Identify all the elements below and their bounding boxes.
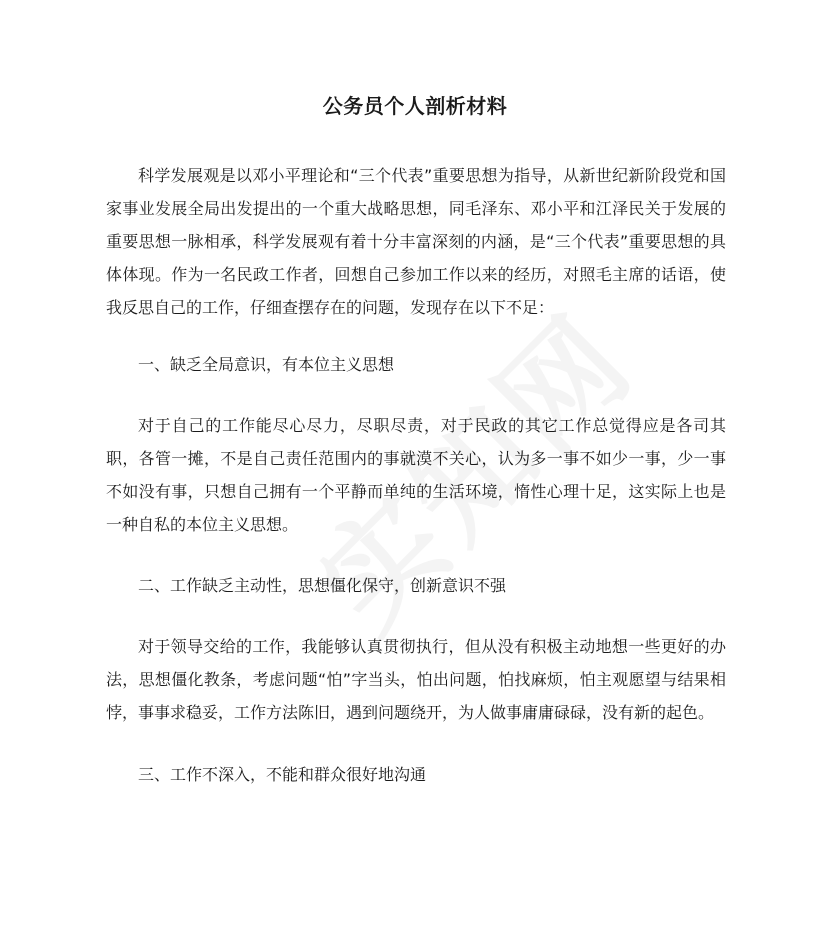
document-title: 公务员个人剖析材料 [322, 94, 508, 118]
section-heading-3 [106, 758, 726, 791]
section-heading-2 [106, 569, 726, 602]
paragraph-intro [106, 159, 726, 324]
paragraph-text: 对于自己的工作能尽心尽力，尽职尽责，对于民政的其它工作总觉得应是各司其职，各管一摊，不是自己责任范围内的事就漠不关心，认为多一事不如少一事，少一事不如没有事，只想自己拥有一个平静而单纯的生活环境，惰性心理十足，这实际上也是一种自私的本位主义思想。 [106, 416, 726, 534]
section-heading-text: 一、缺乏全局意识，有本位主义思想 [138, 355, 395, 374]
section-heading-1 [106, 348, 726, 381]
section-heading-text: 三、工作不深入，不能和群众很好地沟通 [138, 765, 427, 784]
paragraph-section-2 [106, 630, 726, 729]
paragraph-text: 科学发展观是以邓小平理论和“三个代表”重要思想为指导，从新世纪新阶段党和国家事业发展全局出发提出的一个重大战略思想，同毛泽东、邓小平和江泽民关于发展的重要思想一脉相承，科学发展观有着十分丰富深刻的内涵，是“三个代表”重要思想的具体体现。作为一名民政工作者，回想自己参加工作以来的经历，对照毛主席的话语，使我反思自己的工作，仔细查摆存在的问题，发现存在以下不足： [106, 166, 726, 317]
paragraph-text: 对于领导交给的工作，我能够认真贯彻执行，但从没有积极主动地想一些更好的办法，思想僵化教条，考虑问题“怕”字当头，怕出问题，怕找麻烦，怕主观愿望与结果相悖，事事求稳妥，工作方法陈旧，遇到问题绕开，为人做事庸庸碌碌，没有新的起色。 [106, 637, 726, 722]
paragraph-section-1 [106, 409, 726, 541]
section-heading-text: 二、工作缺乏主动性，思想僵化保守，创新意识不强 [138, 576, 507, 595]
